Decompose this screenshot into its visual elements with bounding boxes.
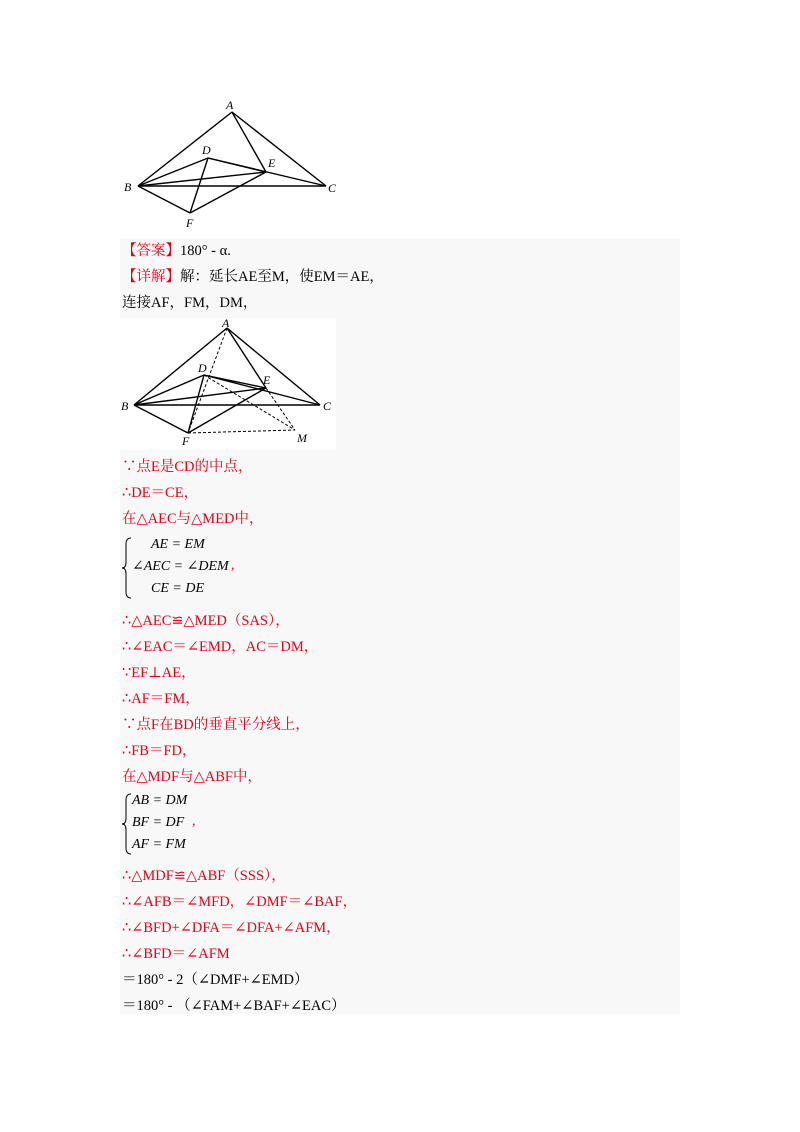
proof-line-8: ∵点F在BD的垂直平分线上， (122, 717, 310, 733)
proof-line-15: ＝180° - 2（∠DMF+∠EMD） (122, 972, 309, 988)
label-C: C (323, 399, 332, 413)
label-B: B (121, 399, 129, 413)
answer-line (122, 241, 231, 261)
label-A: A (222, 318, 230, 330)
figure-2 (120, 318, 336, 450)
seg-BF (134, 405, 188, 433)
seg-DF (188, 375, 204, 433)
proof-line-2: ∴DE＝CE， (122, 485, 199, 501)
label-E: E (268, 156, 276, 170)
label-A: A (226, 98, 234, 112)
seg-DM-dashed (204, 375, 295, 430)
label-E: E (263, 373, 271, 387)
proof-line-10: 在△MDF与△ABF中， (122, 769, 262, 785)
detail-line (122, 267, 384, 287)
label-M: M (297, 431, 307, 445)
figure-1 (118, 95, 343, 230)
proof-line-1: ∵点E是CD的中点， (122, 459, 253, 475)
label-D: D (198, 361, 207, 375)
seg-AE (232, 112, 266, 172)
system1-row-1: AE = EM (151, 537, 205, 552)
equation-system-2 (122, 792, 222, 856)
proof-line-9: ∴FB＝FD， (122, 743, 197, 759)
proof-line-5: ∴∠EAC＝∠EMD，AC＝DM， (122, 639, 319, 655)
seg-EF (188, 388, 266, 433)
system1-row-2: ∠AEC = ∠DEM (132, 559, 229, 574)
answer-text: 180° - α. (180, 243, 231, 259)
system2-row-1: AB = DM (132, 793, 188, 808)
label-B: B (124, 180, 132, 194)
proof-line-3: 在△AEC与△MED中， (122, 511, 264, 527)
proof-line-7: ∴AF＝FM， (122, 691, 200, 707)
proof-line-11: ∴△MDF≌△ABF（SSS）， (122, 868, 286, 884)
system2-comma: , (192, 814, 196, 829)
proof-line-14: ∴∠BFD＝∠AFM (122, 946, 230, 962)
system1-row-3: CE = DE (151, 581, 204, 596)
system2-row-3: AF = FM (132, 837, 186, 852)
proof-line-16: ＝180° - （∠FAM+∠BAF+∠EAC） (122, 998, 346, 1014)
label-F: F (186, 216, 194, 230)
connect-line: 连接AF，FM，DM， (122, 295, 258, 311)
answer-tag: 【答案】 (122, 243, 180, 259)
detail-tag: 【详解】 (122, 269, 180, 285)
seg-BF (138, 186, 190, 213)
proof-line-6: ∵EF⊥AE， (122, 665, 196, 681)
system1-comma: , (231, 558, 235, 573)
system2-row-2: BF = DF (132, 815, 185, 830)
label-D: D (202, 143, 211, 157)
seg-AB (138, 112, 232, 186)
proof-line-12: ∴∠AFB＝∠MFD，∠DMF＝∠BAF， (122, 894, 358, 910)
detail-text: 解：延长AE至M，使EM＝AE， (180, 269, 384, 285)
equation-system-1 (122, 536, 242, 600)
label-F: F (182, 434, 190, 448)
proof-line-13: ∴∠BFD+∠DFA＝∠DFA+∠AFM， (122, 920, 341, 936)
seg-FM-dashed (188, 430, 295, 433)
seg-AE (227, 328, 266, 388)
label-C: C (328, 181, 337, 195)
proof-line-4: ∴△AEC≌△MED（SAS）， (122, 613, 290, 629)
